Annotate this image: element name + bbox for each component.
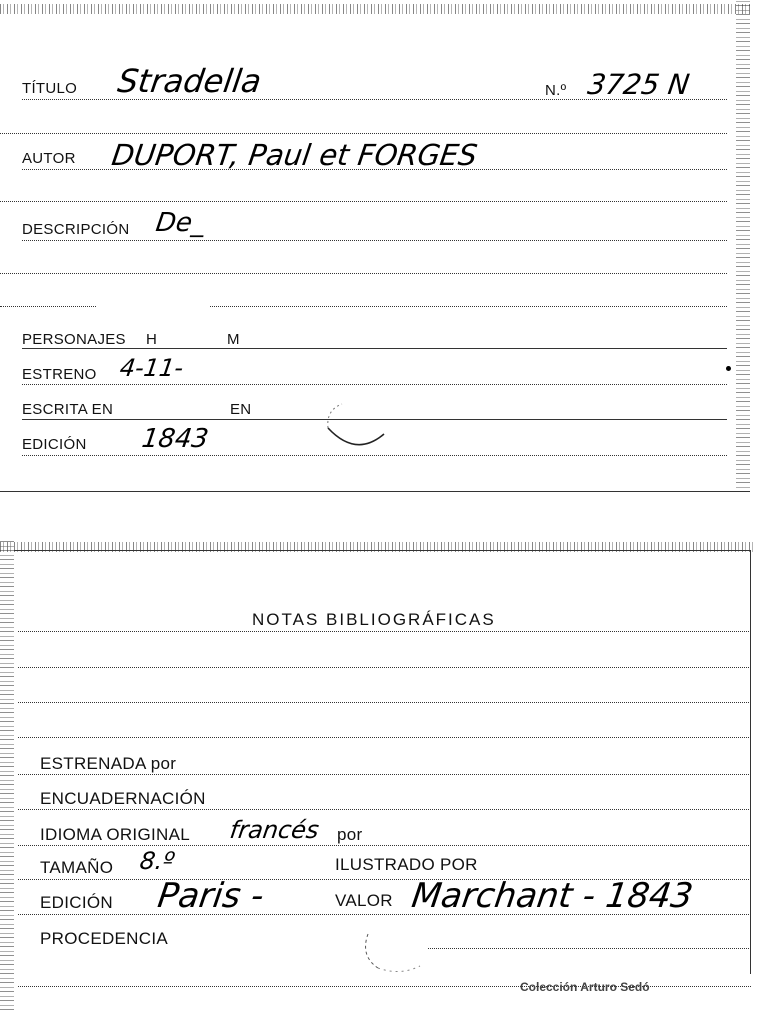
estrenada-label: ESTRENADA por <box>40 754 177 773</box>
numero-label: N.º <box>545 82 567 99</box>
edicion-label: EDICIÓN <box>22 436 87 453</box>
punch-hole-mark <box>322 398 392 454</box>
notas-line <box>18 737 751 738</box>
procedencia-label: PROCEDENCIA <box>40 929 168 948</box>
estreno-label: ESTRENO <box>22 366 97 383</box>
escrita-en-label: EN <box>230 401 252 418</box>
edicion-value: Paris - <box>155 876 267 916</box>
valor-value: Marchant - 1843 <box>409 876 696 916</box>
blank-line <box>0 201 727 202</box>
notas-line <box>18 631 751 632</box>
estreno-line <box>22 384 727 385</box>
blank-line-short <box>0 306 96 307</box>
blank-line <box>0 133 727 134</box>
autor-value: DUPORT, Paul et FORGES <box>109 138 480 172</box>
ilustrado-label: ILUSTRADO POR <box>335 855 478 874</box>
collection-footer: Colección Arturo Sedó <box>520 980 650 994</box>
personajes-label: PERSONAJES <box>22 331 126 348</box>
card-right-border <box>750 550 751 974</box>
titulo-line <box>22 99 727 100</box>
notas-heading: NOTAS BIBLIOGRÁFICAS <box>252 610 496 629</box>
descripcion-label: DESCRIPCIÓN <box>22 221 130 238</box>
tamano-value: 8.º <box>138 847 177 875</box>
edicion-line <box>18 914 751 915</box>
descripcion-value: De_ <box>153 208 208 238</box>
idioma-line <box>18 845 751 846</box>
idioma-por-label: por <box>337 825 363 844</box>
ink-dot <box>726 366 731 371</box>
estrenada-line <box>18 774 751 775</box>
card-right-edge <box>736 0 750 492</box>
punch-hole-mark <box>360 926 430 976</box>
blank-line <box>210 306 727 307</box>
edicion-label: EDICIÓN <box>40 893 113 912</box>
card-bottom-edge <box>0 491 750 492</box>
tamano-label: TAMAÑO <box>40 858 114 877</box>
card-top-border <box>14 550 750 551</box>
numero-value: 3725 N <box>585 68 692 101</box>
edicion-value: 1843 <box>139 424 211 454</box>
catalog-card-back <box>0 540 755 1010</box>
personajes-h-label: H <box>146 331 158 348</box>
procedencia-line <box>428 948 751 949</box>
card-left-edge <box>0 540 14 1010</box>
titulo-label: TÍTULO <box>22 80 78 97</box>
catalog-card-front <box>0 0 750 492</box>
encuadernacion-label: ENCUADERNACIÓN <box>40 789 206 808</box>
encuadernacion-line <box>18 809 751 810</box>
autor-label: AUTOR <box>22 150 76 167</box>
idioma-label: IDIOMA ORIGINAL <box>40 825 190 844</box>
blank-line <box>0 273 727 274</box>
edicion-line <box>22 455 727 456</box>
notas-line <box>18 702 751 703</box>
notas-line <box>18 667 751 668</box>
autor-line <box>22 169 727 170</box>
personajes-line <box>22 348 727 349</box>
escrita-label: ESCRITA EN <box>22 401 114 418</box>
valor-label: VALOR <box>335 891 393 910</box>
titulo-value: Stradella <box>115 62 264 100</box>
estreno-value: 4-11- <box>118 354 186 382</box>
idioma-value: francés <box>228 816 321 844</box>
descripcion-line <box>22 240 727 241</box>
personajes-m-label: M <box>227 331 240 348</box>
card-top-edge <box>0 4 750 14</box>
